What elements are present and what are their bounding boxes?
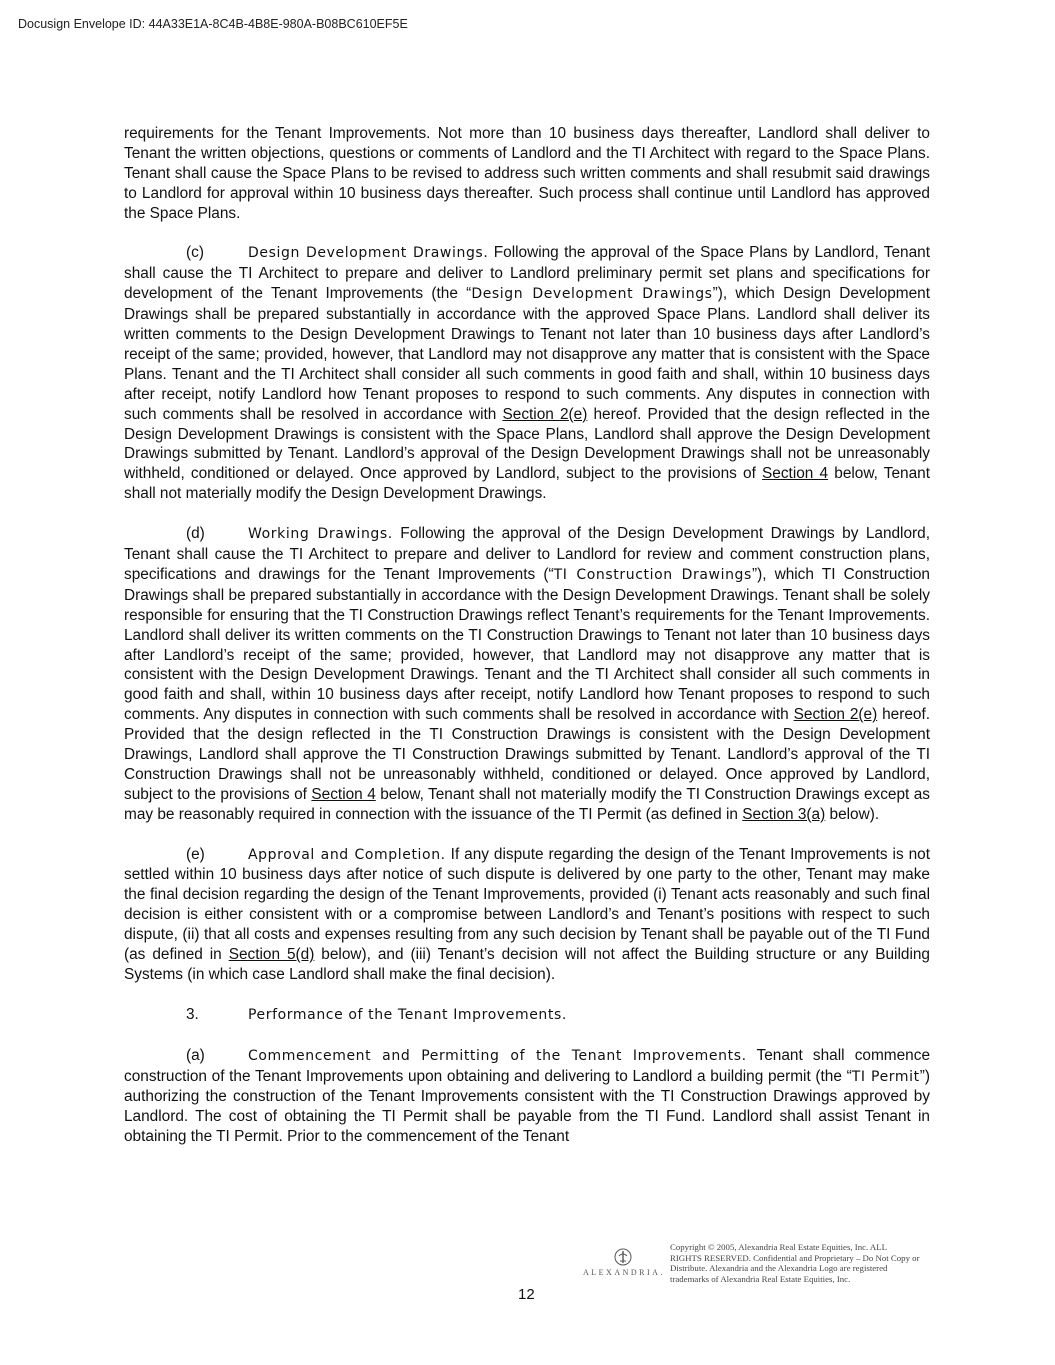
paragraph-continuation (124, 124, 930, 224)
paragraph-label: (e) (186, 845, 205, 863)
section-3-heading (124, 1005, 930, 1026)
section-reference: Section 5(d) (228, 946, 315, 964)
paragraph-text: ”) authorizing the construction of the Tenant Improvements consistent with the TI Construction Drawings approved by Landlord. The cost of obtaining the TI Permit shall be payable from the TI Fund. Landlord shall assist Tenant in obtaining the TI Permit. Prior to the commencement of the Tenant (124, 1067, 930, 1146)
paragraph-text: below, Tenant shall not materially modify the TI Construction Drawings except as may be reasonably required in connection with the issuance of the TI Permit (as defined in (124, 785, 930, 823)
defined-term: TI Construction Drawings (553, 566, 752, 583)
defined-term: TI Permit (851, 1068, 920, 1085)
logo-wordmark: ALEXANDRIA. (583, 1268, 665, 1277)
paragraph-text: If any dispute regarding the design of the Tenant Improvements is not settled within 10 business days after notice of such dispute is delivered by one party to the other, Tenant may make the final decision regarding the design of the Tenant Improvements, provided (i) Tenant acts reasonably and such final decision is either consistent with or a compromise between Landlord’s and Tenant’s positions with respect to such dispute, (ii) that all costs and expenses resulting from any such decision by Tenant shall be payable out of the TI Fund (as defined in (124, 845, 930, 964)
paragraph-text: below, Tenant shall not materially modify the Design Development Drawings. (124, 465, 930, 503)
paragraph-text: ”), which TI Construction Drawings shall be prepared substantially in accordance with the Design Development Drawings. Tenant shall be solely responsible for ensuring that the TI Construction Drawings reflect Tenant’s requirements for the Tenant Improvements. Landlord shall deliver its written comments on the TI Construction Drawings to Tenant not later than 10 business days after Landlord’s receipt of the same; provided, however, that Landlord may not disapprove any matter that is consistent with the Design Development Drawings. Tenant and the TI Architect shall consider all such comments in good faith and shall, within 10 business days after receipt, notify Landlord how Tenant proposes to respond to such comments. Any disputes in connection with such comments shall be resolved in accordance with (124, 565, 930, 724)
paragraph-label: (a) (186, 1046, 205, 1064)
paragraph-working-drawings (124, 524, 930, 825)
paragraph-design-development (124, 243, 930, 504)
paragraph-commencement-permitting (124, 1046, 930, 1148)
document-body (124, 124, 930, 1167)
paragraph-text: Following the approval of the Design Development Drawings by Landlord, Tenant shall cause the TI Architect to prepare and deliver to Landlord for review and comment construction plans, specifications and drawings for the Tenant Improvements (“ (124, 525, 931, 583)
section-reference: Section 4 (311, 785, 376, 803)
paragraph-text: Tenant shall commence construction of the Tenant Improvements upon obtaining and delivering to Landlord a building permit (the “ (124, 1046, 930, 1085)
section-heading: Approval and Completion. (248, 846, 446, 863)
paragraph-text: Following the approval of the Space Plans by Landlord, Tenant shall cause the TI Architect to prepare and deliver to Landlord preliminary permit set plans and specifications for development of the Tenant Improvements (the “ (124, 244, 931, 303)
paragraph-text: below), and (iii) Tenant’s decision will not affect the Building structure or any Building Systems (in which case Landlord shall make the final decision). (124, 946, 930, 984)
paragraph-text: requirements for the Tenant Improvements. Not more than 10 business days thereafter, Landlord shall deliver to Tenant the written objections, questions or comments of Landlord and the TI Architect with regard to the Space Plans. Tenant shall cause the Space Plans to be revised to address such written comments and shall resubmit said drawings to Landlord for approval within 10 business days thereafter. Such process shall continue until Landlord has approved the Space Plans. (124, 125, 930, 222)
paragraph-text: below). (825, 805, 880, 823)
alexandria-emblem-icon (612, 1248, 634, 1266)
alexandria-logo (583, 1248, 665, 1280)
section-heading: Performance of the Tenant Improvements. (248, 1006, 567, 1023)
section-reference: Section 2(e) (793, 706, 878, 724)
envelope-id: Docusign Envelope ID: 44A33E1A-8C4B-4B8E-980A-B08BC610EF5E (18, 17, 408, 31)
paragraph-text: hereof. Provided that the design reflected in the TI Construction Drawings is consistent with the Design Development Drawings, Landlord shall approve the TI Construction Drawings submitted by Tenant. Landlord’s approval of the TI Construction Drawings shall not be unreasonably withheld, conditioned or delayed. Once approved by Landlord, subject to the provisions of (124, 706, 930, 803)
paragraph-text: hereof. Provided that the design reflected in the Design Development Drawings is consistent with the Space Plans, Landlord shall approve the Design Development Drawings submitted by Tenant. Landlord’s approval of the Design Development Drawings shall not be unreasonably withheld, conditioned or delayed. Once approved by Landlord, subject to the provisions of (124, 405, 930, 483)
defined-term: Design Development Drawings (471, 286, 713, 303)
section-number: 3. (186, 1005, 199, 1023)
paragraph-label: (d) (186, 525, 205, 543)
section-heading: Design Development Drawings. (248, 245, 489, 262)
copyright-notice: Copyright © 2005, Alexandria Real Estate Equities, Inc. ALL RIGHTS RESERVED. Confidential and Proprietary – Do Not Copy or Distribute. Alexandria and the Alexandria Logo are registered trademarks of Alexandria Real Estate Equities, Inc. (670, 1242, 920, 1284)
section-reference: Section 4 (762, 465, 829, 483)
paragraph-text: ”), which Design Development Drawings shall be prepared substantially in accordance with the approved Space Plans. Landlord shall deliver its written comments to the Design Development Drawings to Tenant not later than 10 business days after Landlord’s receipt of the same; provided, however, that Landlord may not disapprove any matter that is consistent with the Space Plans. Tenant and the TI Architect shall consider all such comments in good faith and shall, within 10 business days after receipt, notify Landlord how Tenant proposes to respond to such comments. Any disputes in connection with such comments shall be resolved in accordance with (124, 285, 930, 423)
section-heading: Commencement and Permitting of the Tenant Improvements. (248, 1047, 747, 1064)
section-reference: Section 3(a) (742, 805, 826, 823)
section-heading: Working Drawings. (248, 526, 393, 543)
paragraph-approval-completion (124, 845, 930, 985)
paragraph-label: (c) (186, 244, 204, 262)
section-reference: Section 2(e) (502, 405, 588, 423)
page-number: 12 (518, 1286, 535, 1303)
